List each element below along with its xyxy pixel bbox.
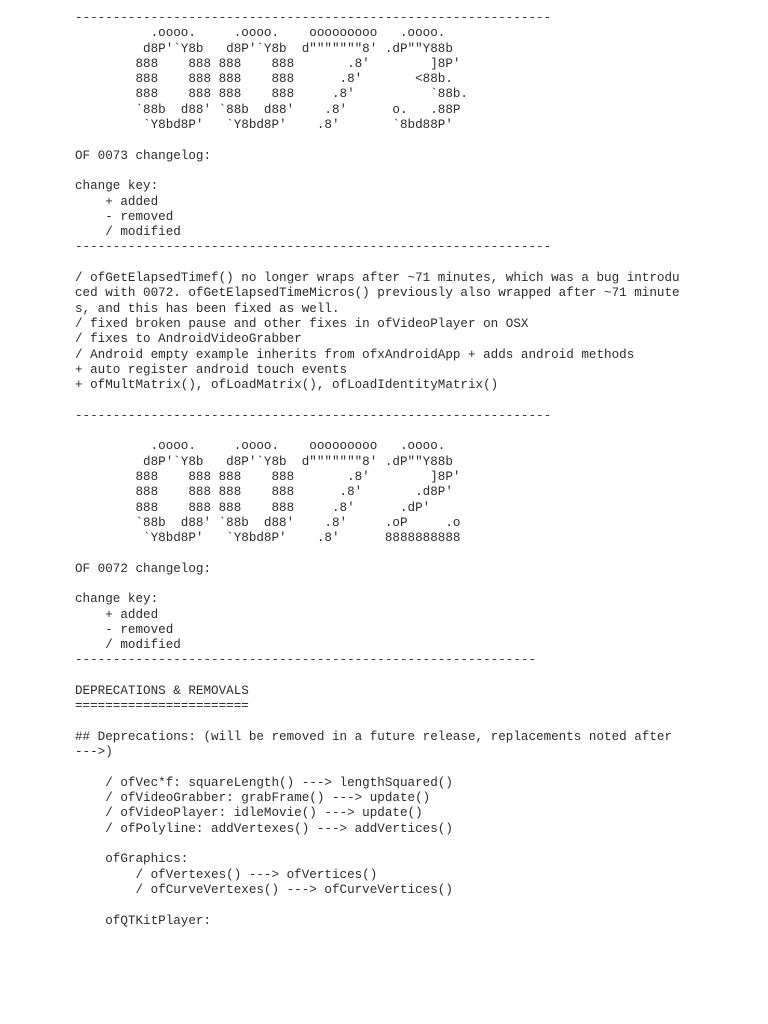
release-0072-section	[75, 409, 765, 684]
blank-line	[75, 164, 765, 179]
deprecation-item: / ofPolyline: addVertexes() ---> addVertices()	[75, 821, 453, 836]
change-key-added: + added	[75, 607, 159, 622]
ascii-art-line: `Y8bd8P' `Y8bd8P' .8' `8bd88P'	[75, 118, 453, 133]
blank-line	[75, 577, 765, 592]
deprecations-subheading-cont: --->)	[75, 745, 113, 760]
separator-rule: ---------------------------------------------------------------	[75, 408, 552, 423]
changelog-entry: + auto register android touch events	[75, 362, 348, 377]
ascii-art-line: d8P'`Y8b d8P'`Y8b d"""""""8' .dP""Y88b	[75, 41, 453, 56]
deprecations-section	[75, 684, 765, 929]
blank-line	[75, 393, 765, 408]
deprecation-item: / ofVideoGrabber: grabFrame() ---> update()	[75, 791, 431, 806]
changelog-entry: ced with 0072. ofGetElapsedTimeMicros() previously also wrapped after ~71 minute	[75, 286, 680, 301]
changelog-entry: / Android empty example inherits from ofxAndroidApp + adds android methods	[75, 347, 635, 362]
qtkit-group-label: ofQTKitPlayer:	[75, 913, 212, 928]
separator-rule: -------------------------------------------------------------	[75, 653, 537, 668]
change-key-modified: / modified	[75, 225, 181, 240]
change-key-title: change key:	[75, 592, 159, 607]
change-key-modified: / modified	[75, 638, 181, 653]
blank-line	[75, 256, 765, 271]
changelog-document	[75, 11, 765, 929]
ascii-art-line: 888 888 888 888 .8' .d8P'	[75, 485, 453, 500]
changelog-entry: + ofMultMatrix(), ofLoadMatrix(), ofLoadIdentityMatrix()	[75, 378, 499, 393]
blank-line	[75, 761, 765, 776]
graphics-group-label: ofGraphics:	[75, 852, 189, 867]
ascii-art-line: `88b d88' `88b d88' .8' .oP .o	[75, 515, 461, 530]
ascii-art-logo-0073	[75, 26, 765, 133]
ascii-art-line: 888 888 888 888 .8' ]8P'	[75, 56, 461, 71]
release-0073-section	[75, 11, 765, 409]
changelog-entry: s, and this has been fixed as well.	[75, 301, 340, 316]
deprecation-list	[75, 776, 765, 837]
ascii-art-line: `Y8bd8P' `Y8bd8P' .8' 8888888888	[75, 531, 461, 546]
deprecations-heading: DEPRECATIONS & REMOVALS	[75, 684, 249, 699]
blank-line	[75, 837, 765, 852]
blank-line	[75, 898, 765, 913]
change-key-removed: - removed	[75, 622, 174, 637]
blank-line	[75, 715, 765, 730]
deprecation-item: / ofVideoPlayer: idleMovie() ---> update()	[75, 806, 423, 821]
blank-line	[75, 424, 765, 439]
ascii-art-line: .oooo. .oooo. ooooooooo .oooo.	[75, 439, 446, 454]
ascii-art-line: 888 888 888 888 .8' .dP'	[75, 500, 431, 515]
changelog-entry: / ofGetElapsedTimef() no longer wraps after ~71 minutes, which was a bug introdu	[75, 271, 680, 286]
ascii-art-line: d8P'`Y8b d8P'`Y8b d"""""""8' .dP""Y88b	[75, 454, 453, 469]
ascii-art-line: 888 888 888 888 .8' ]8P'	[75, 469, 461, 484]
deprecation-item: / ofVertexes() ---> ofVertices()	[75, 867, 378, 882]
separator-rule: ---------------------------------------------------------------	[75, 240, 552, 255]
ascii-art-line: `88b d88' `88b d88' .8' o. .88P	[75, 102, 461, 117]
heading-underline: =======================	[75, 699, 249, 714]
separator-rule: ---------------------------------------------------------------	[75, 11, 552, 25]
deprecation-item: / ofCurveVertexes() ---> ofCurveVertices()	[75, 882, 453, 897]
ascii-art-line: 888 888 888 888 .8' `88b.	[75, 87, 468, 102]
ascii-art-line: 888 888 888 888 .8' <88b.	[75, 72, 453, 87]
ascii-art-logo-0072	[75, 439, 765, 546]
blank-line	[75, 133, 765, 148]
deprecation-item: / ofVec*f: squareLength() ---> lengthSquared()	[75, 775, 453, 790]
changelog-entry: / fixes to AndroidVideoGrabber	[75, 332, 302, 347]
change-key-added: + added	[75, 194, 159, 209]
deprecations-subheading: ## Deprecations: (will be removed in a future release, replacements noted after	[75, 729, 673, 744]
blank-line	[75, 546, 765, 561]
changelog-title-0072: OF 0072 changelog:	[75, 561, 212, 576]
changelog-entry: / fixed broken pause and other fixes in ofVideoPlayer on OSX	[75, 316, 529, 331]
blank-line	[75, 669, 765, 684]
change-key-title: change key:	[75, 179, 159, 194]
changelog-entries-0073	[75, 271, 765, 393]
change-key-removed: - removed	[75, 209, 174, 224]
ascii-art-line: .oooo. .oooo. ooooooooo .oooo.	[75, 26, 446, 41]
changelog-title-0073: OF 0073 changelog:	[75, 148, 212, 163]
